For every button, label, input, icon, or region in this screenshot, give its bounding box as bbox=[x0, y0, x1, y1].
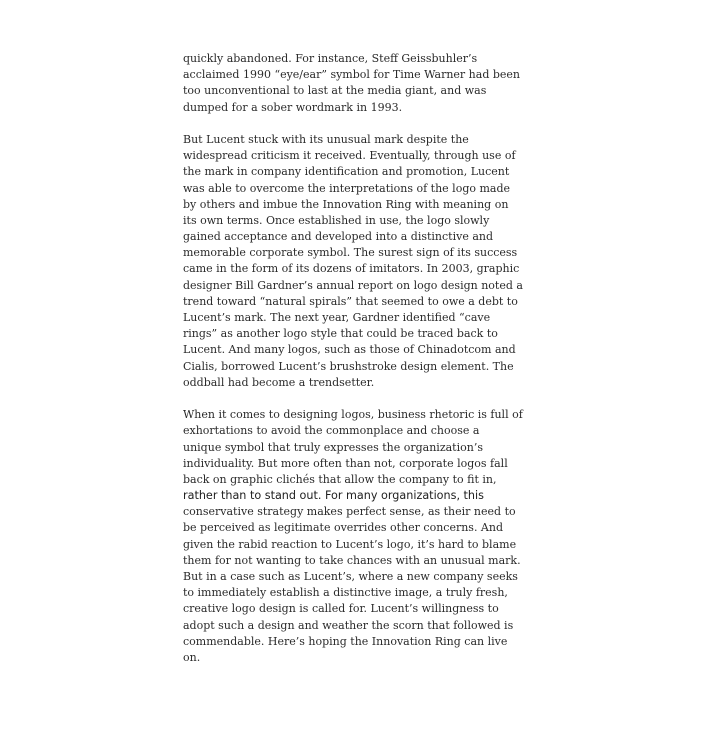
text-line: Cialis, borrowed Lucent’s brushstroke design element. The bbox=[183, 359, 514, 373]
text-line: exhortations to avoid the commonplace and choose a bbox=[183, 424, 480, 438]
text-line: given the rabid reaction to Lucent’s logo, it’s hard to blame bbox=[183, 537, 517, 551]
text-line: conservative strategy makes perfect sense, as their need to bbox=[183, 505, 516, 519]
text-line: by others and imbue the Innovation Ring with meaning on bbox=[183, 197, 509, 211]
paragraph-spacer bbox=[183, 391, 483, 407]
text-line: unique symbol that truly expresses the organization’s bbox=[183, 440, 483, 454]
text-line: widespread criticism it received. Eventually, through use of bbox=[183, 149, 516, 163]
text-line: the mark in company identification and promotion, Lucent bbox=[183, 165, 510, 179]
paragraph-2 bbox=[183, 132, 523, 391]
text-line: on. bbox=[183, 650, 201, 664]
article-body bbox=[183, 51, 523, 666]
text-line: memorable corporate symbol. The surest sign of its success bbox=[183, 246, 518, 260]
text-line: back on graphic clichés that allow the company to fit in, bbox=[183, 472, 497, 486]
text-line: came in the form of its dozens of imitators. In 2003, graphic bbox=[183, 262, 520, 276]
text-line: them for not wanting to take chances with an unusual mark. bbox=[183, 553, 521, 567]
paragraph-3 bbox=[183, 407, 523, 666]
text-line: When it comes to designing logos, business rhetoric is full of bbox=[183, 408, 523, 422]
text-line: be perceived as legitimate overrides other concerns. And bbox=[183, 521, 504, 535]
text-line: creative logo design is called for. Lucent’s willingness to bbox=[183, 602, 499, 616]
text-line: adopt such a design and weather the scorn that followed is bbox=[183, 618, 514, 632]
text-line: Lucent. And many logos, such as those of Chinadotcom and bbox=[183, 343, 516, 357]
text-line: trend toward “natural spirals” that seemed to owe a debt to bbox=[183, 294, 518, 308]
text-line: was able to overcome the interpretations of the logo made bbox=[183, 181, 511, 195]
text-line: too unconventional to last at the media giant, and was bbox=[183, 84, 487, 98]
paragraph-1 bbox=[183, 51, 521, 116]
text-line: But in a case such as Lucent’s, where a new company seeks bbox=[183, 570, 518, 583]
paragraph-spacer bbox=[183, 116, 483, 132]
text-line: its own terms. Once established in use, the logo slowly bbox=[183, 213, 490, 227]
text-line: But Lucent stuck with its unusual mark despite the bbox=[183, 132, 469, 146]
text-line: Lucent’s mark. The next year, Gardner identified “cave bbox=[183, 311, 491, 324]
text-line: individuality. But more often than not, corporate logos fall bbox=[183, 456, 508, 470]
text-line: designer Bill Gardner’s annual report on logo design noted a bbox=[183, 278, 523, 292]
text-line: to immediately establish a distinctive image, a truly fresh, bbox=[183, 586, 508, 600]
text-line: rings” as another logo style that could be traced back to bbox=[183, 327, 498, 341]
text-line: acclaimed 1990 “eye/ear” symbol for Time Warner had been bbox=[183, 68, 521, 82]
text-line: gained acceptance and developed into a distinctive and bbox=[183, 230, 494, 244]
text-line: dumped for a sober wordmark in 1993. bbox=[183, 100, 403, 114]
text-line: quickly abandoned. For instance, Steff Geissbuhler’s bbox=[183, 52, 478, 65]
text-line: oddball had become a trendsetter. bbox=[183, 375, 375, 389]
text-line: rather than to stand out. For many organizations, this bbox=[183, 489, 484, 503]
text-line: commendable. Here’s hoping the Innovation Ring can live bbox=[183, 634, 508, 648]
